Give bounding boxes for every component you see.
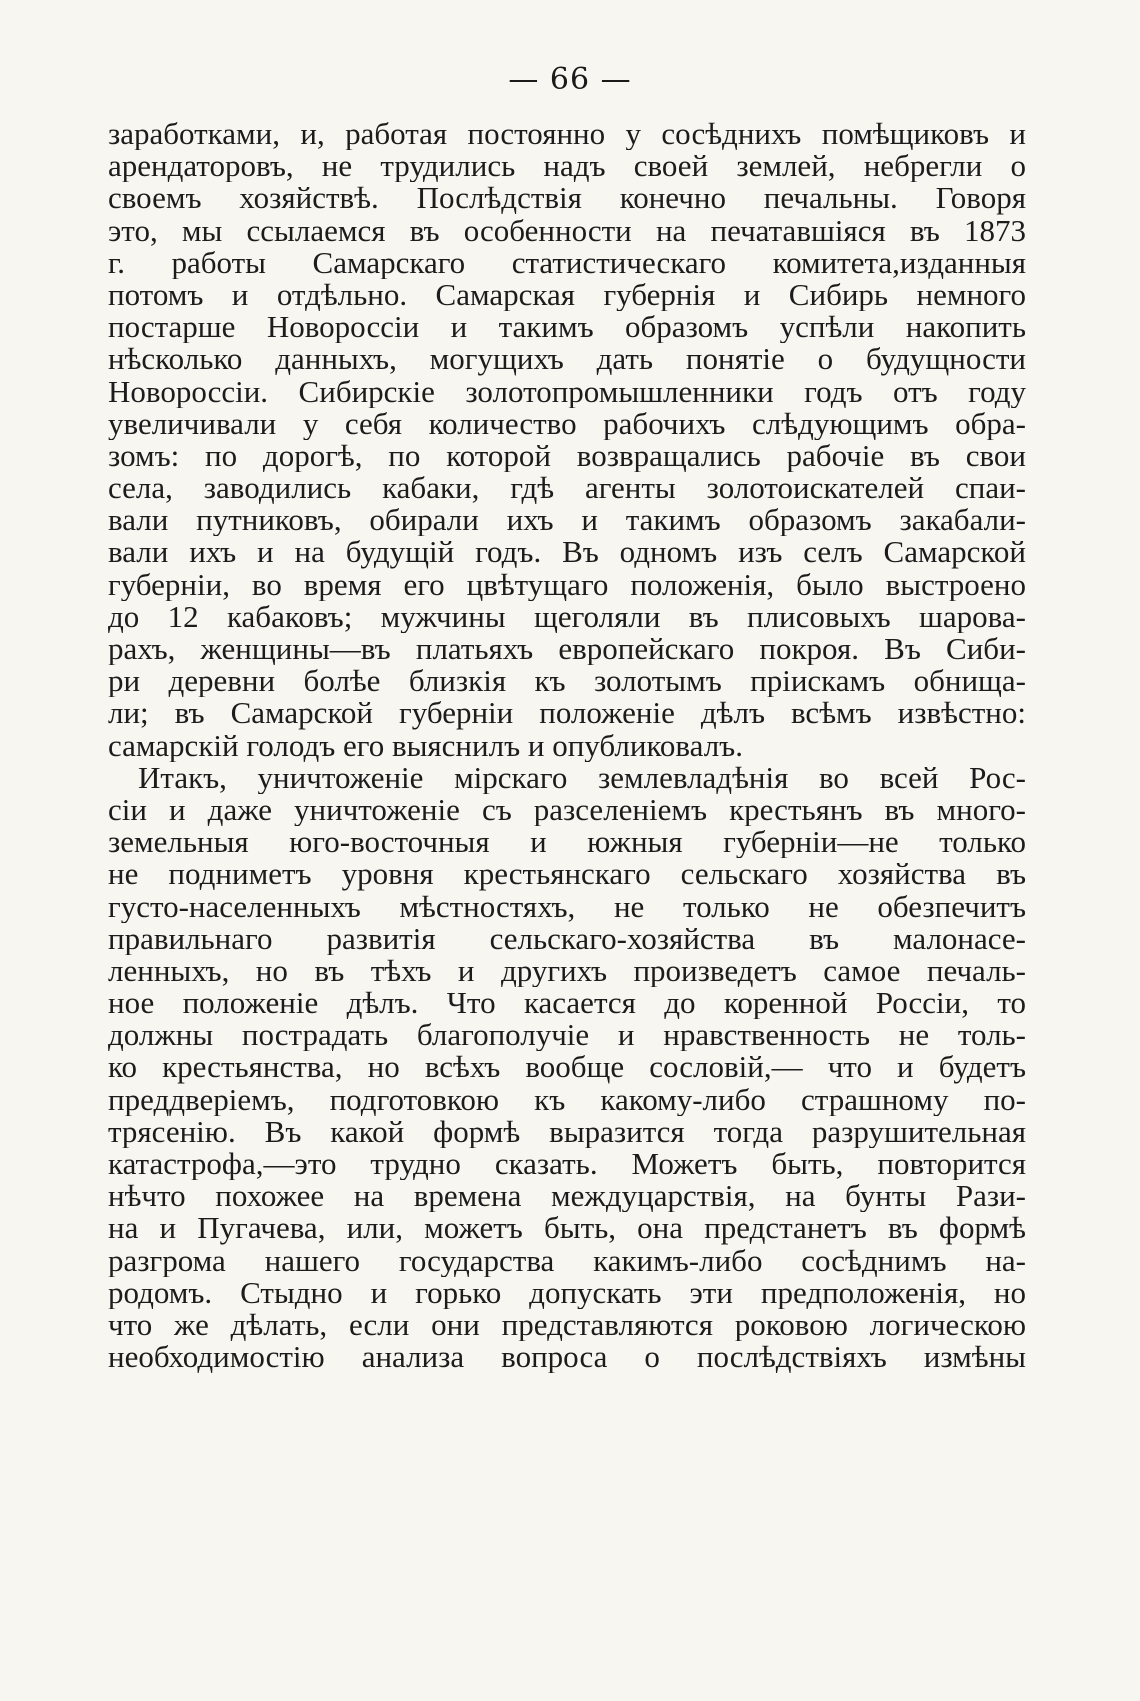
- page-number: — 66 —: [508, 62, 632, 97]
- text-line: катастрофа,—это трудно сказать. Можетъ быть, повторится: [108, 1148, 1026, 1181]
- text-line: рахъ, женщины—въ платьяхъ европейскаго покроя. Въ Сиби-: [108, 633, 1026, 666]
- text-line: это, мы ссылаемся въ особенности на печатавшіяся въ 1873: [108, 214, 1026, 247]
- text-line: самарскій голодъ его выяснилъ и опубликовалъ.: [108, 729, 743, 762]
- text-line: нѣчто похожее на времена междуцарствія, на бунты Рази-: [108, 1180, 1026, 1213]
- text-line: родомъ. Стыдно и горько допускать эти предположенія, но: [108, 1276, 1026, 1309]
- text-line: преддверіемъ, подготовкою къ какому-либо страшному по-: [108, 1083, 1026, 1116]
- text-line: нѣсколько данныхъ, могущихъ дать понятіе о будущности: [108, 343, 1026, 376]
- text-line: Итакъ, уничтоженіе мірскаго землевладѣнія во всей Рос-: [138, 761, 1026, 794]
- text-line: густо-населенныхъ мѣстностяхъ, не только не обезпечитъ: [108, 890, 1026, 923]
- text-line: вали путниковъ, обирали ихъ и такимъ образомъ закабали-: [108, 504, 1026, 537]
- text-line: что же дѣлать, если они представляются роковою логическою: [108, 1308, 1026, 1342]
- text-line: губерніи, во время его цвѣтущаго положенія, было выстроено: [108, 568, 1026, 601]
- body-text: [108, 118, 1026, 1373]
- text-line: ленныхъ, но въ тѣхъ и другихъ произведетъ самое печаль-: [108, 954, 1026, 988]
- text-line: Новороссіи. Сибирскіе золотопромышленники годъ отъ году: [108, 375, 1026, 408]
- text-line: своемъ хозяйствѣ. Послѣдствія конечно печальны. Говоря: [108, 182, 1026, 215]
- text-line: постарше Новороссіи и такимъ образомъ успѣли накопить: [108, 311, 1026, 344]
- text-line: не подниметъ уровня крестьянскаго сельскаго хозяйства въ: [108, 858, 1026, 891]
- text-line: разгрома нашего государства какимъ-либо сосѣднимъ на-: [108, 1244, 1026, 1277]
- text-line: зомъ: по дорогѣ, по которой возвращались рабочіе въ свои: [108, 439, 1026, 473]
- text-line: потомъ и отдѣльно. Самарская губернія и Сибирь немного: [108, 278, 1026, 312]
- text-line: вали ихъ и на будущій годъ. Въ одномъ изъ селъ Самарской: [108, 536, 1026, 569]
- text-line: ко крестьянства, но всѣхъ вообще сословій,— что и будетъ: [108, 1051, 1026, 1084]
- text-line: на и Пугачева, или, можетъ быть, она предстанетъ въ формѣ: [108, 1212, 1026, 1245]
- text-line: г. работы Самарскаго статистическаго комитета,изданныя: [108, 246, 1026, 279]
- text-line: ное положеніе дѣлъ. Что касается до коренной Россіи, то: [108, 987, 1026, 1020]
- text-line: села, заводились кабаки, гдѣ агенты золотоискателей спаи-: [108, 472, 1026, 505]
- text-line: арендаторовъ, не трудились надъ своей землей, небрегли о: [108, 150, 1026, 183]
- text-line: ри деревни болѣе близкія къ золотымъ пріискамъ обнища-: [108, 665, 1026, 698]
- text-line: земельныя юго-восточныя и южныя губерніи—не только: [108, 826, 1026, 859]
- text-line: до 12 кабаковъ; мужчины щеголяли въ плисовыхъ шарова-: [108, 600, 1026, 633]
- text-line: правильнаго развитія сельскаго-хозяйства въ малонасе-: [108, 922, 1026, 955]
- text-line: сіи и даже уничтоженіе съ разселеніемъ крестьянъ въ много-: [108, 793, 1026, 827]
- paragraph-2: [108, 762, 1026, 1374]
- text-line: заработками, и, работая постоянно у сосѣднихъ помѣщиковъ и: [108, 118, 1026, 151]
- text-line: должны пострадать благополучіе и нравственность не толь-: [108, 1019, 1026, 1052]
- text-line: необходимостію анализа вопроса о послѣдствіяхъ измѣны: [108, 1341, 1026, 1374]
- text-line: трясенію. Въ какой формѣ выразится тогда разрушительная: [108, 1115, 1026, 1148]
- text-line: увеличивали у себя количество рабочихъ слѣдующимъ обра-: [108, 407, 1026, 440]
- paragraph-1: [108, 118, 1026, 762]
- text-line: ли; въ Самарской губерніи положеніе дѣлъ всѣмъ извѣстно:: [108, 697, 1026, 730]
